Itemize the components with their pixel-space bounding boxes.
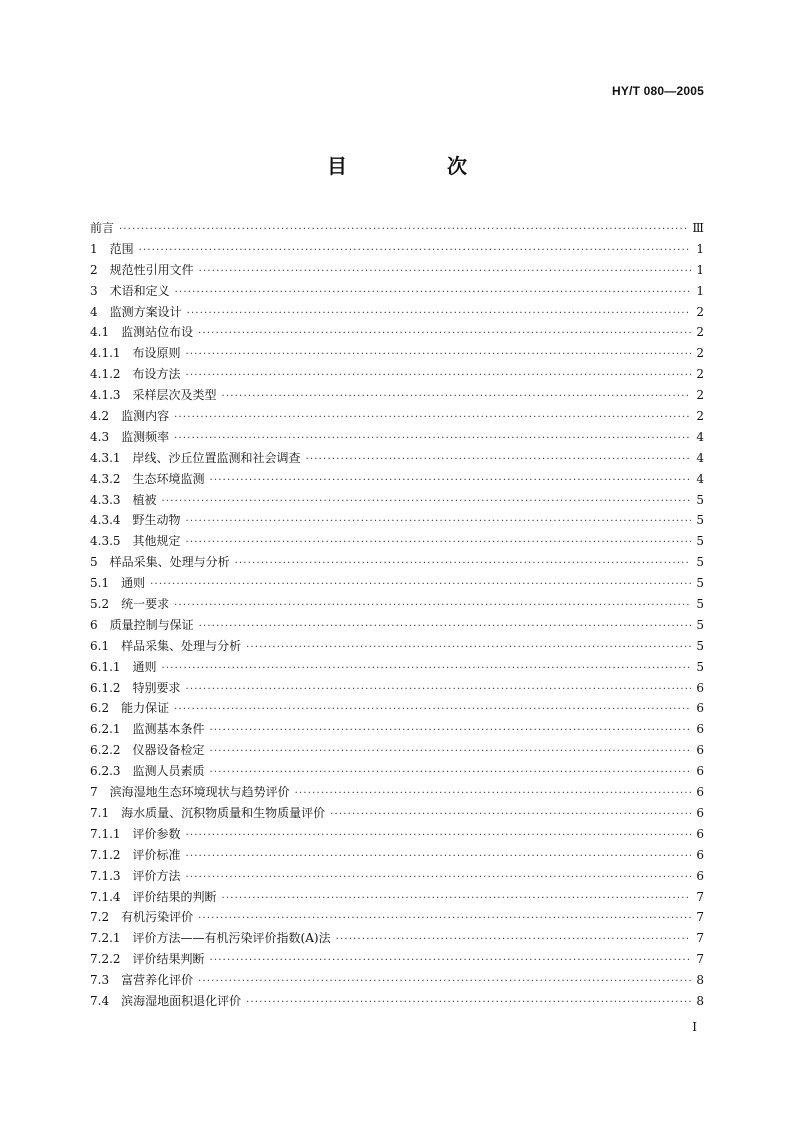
toc-dot-leader: [246, 993, 691, 1014]
toc-dot-leader: [186, 847, 691, 868]
toc-dot-leader: [119, 220, 689, 241]
toc-entry-label: 6.1.1 通则: [90, 659, 157, 674]
toc-entry-page: 4: [696, 471, 704, 486]
toc-entry[interactable]: [90, 991, 704, 1012]
toc-dot-leader: [186, 512, 691, 533]
toc-entry[interactable]: [90, 970, 704, 991]
toc-entry-page: 5: [696, 659, 704, 674]
toc-entry-label: 7.4 滨海湿地面积退化评价: [90, 993, 242, 1008]
toc-entry-page: 5: [696, 513, 704, 528]
toc-dot-leader: [246, 638, 691, 659]
toc-entry-page: 1: [696, 262, 704, 277]
toc-entry-label: 前言: [90, 221, 115, 235]
toc-entry-label: 4 监测方案设计: [90, 304, 182, 319]
toc-entry[interactable]: [90, 719, 704, 740]
toc-entry-page: Ⅲ: [692, 221, 704, 235]
toc-entry-label: 3 术语和定义: [90, 283, 170, 298]
toc-entry[interactable]: [90, 260, 704, 281]
toc-dot-leader: [186, 826, 691, 847]
toc-entry[interactable]: [90, 490, 704, 511]
toc-entry[interactable]: [90, 594, 704, 615]
toc-entry-label: 7 滨海湿地生态环境现状与趋势评价: [90, 785, 290, 800]
toc-entry-label: 4.1.2 布设方法: [90, 367, 181, 382]
toc-entry-label: 6.1.2 特别要求: [90, 680, 181, 695]
toc-dot-leader: [210, 471, 691, 492]
toc-entry-page: 6: [696, 680, 704, 695]
toc-entry[interactable]: [90, 510, 704, 531]
toc-dot-leader: [330, 805, 691, 826]
toc-entry[interactable]: [90, 824, 704, 845]
toc-entry-page: 2: [696, 304, 704, 319]
toc-entry[interactable]: [90, 678, 704, 699]
toc-entry[interactable]: [90, 531, 704, 552]
toc-dot-leader: [210, 721, 691, 742]
toc-dot-leader: [199, 262, 691, 283]
toc-entry[interactable]: [90, 845, 704, 866]
toc-entry-page: 5: [696, 617, 704, 632]
toc-entry-label: 4.3.1 岸线、沙丘位置监测和社会调查: [90, 450, 301, 465]
toc-entry[interactable]: [90, 448, 704, 469]
toc-entry-label: 6.2.2 仪器设备检定: [90, 743, 205, 758]
toc-entry-label: 1 范围: [90, 241, 134, 256]
toc-dot-leader: [222, 387, 691, 408]
toc-entry[interactable]: [90, 302, 704, 323]
toc-entry-page: 6: [696, 826, 704, 841]
toc-entry-label: 4.3 监测频率: [90, 429, 170, 444]
toc-entry-label: 4.2 监测内容: [90, 409, 170, 424]
toc-dot-leader: [139, 241, 691, 262]
toc-dot-leader: [235, 554, 691, 575]
page-title: 目 次: [327, 154, 507, 178]
toc-entry-page: 8: [696, 993, 704, 1008]
toc-entry-label: 7.3 富营养化评价: [90, 973, 194, 988]
toc-dot-leader: [175, 283, 691, 304]
toc-entry-page: 6: [696, 722, 704, 737]
toc-entry[interactable]: [90, 385, 704, 406]
table-of-contents: [90, 218, 704, 1012]
toc-entry-page: 6: [696, 743, 704, 758]
toc-entry-label: 4.1.3 采样层次及类型: [90, 388, 217, 403]
toc-entry-page: 1: [696, 283, 704, 298]
toc-dot-leader: [186, 533, 691, 554]
toc-entry-label: 7.1 海水质量、沉积物质量和生物质量评价: [90, 805, 326, 820]
toc-entry-label: 5 样品采集、处理与分析: [90, 555, 230, 570]
toc-entry-label: 7.2.1 评价方法——有机污染评价指数(A)法: [90, 931, 331, 946]
toc-entry[interactable]: [90, 866, 704, 887]
toc-entry[interactable]: [90, 469, 704, 490]
toc-entry-page: 7: [696, 952, 704, 967]
toc-entry-label: 7.2.2 评价结果判断: [90, 952, 205, 967]
toc-entry[interactable]: [90, 698, 704, 719]
toc-dot-leader: [162, 659, 691, 680]
toc-entry-page: 2: [696, 388, 704, 403]
page-number: I: [692, 1020, 697, 1034]
toc-entry[interactable]: [90, 782, 704, 803]
toc-entry-page: 7: [696, 910, 704, 925]
toc-dot-leader: [222, 889, 691, 910]
toc-entry-label: 6.2.1 监测基本条件: [90, 722, 205, 737]
toc-entry[interactable]: [90, 907, 704, 928]
toc-entry-label: 6.2 能力保证: [90, 701, 170, 716]
toc-entry-page: 6: [696, 847, 704, 862]
toc-dot-leader: [306, 450, 691, 471]
toc-dot-leader: [198, 324, 691, 345]
toc-entry-page: 6: [696, 868, 704, 883]
toc-entry-page: 8: [696, 973, 704, 988]
toc-entry-page: 6: [696, 785, 704, 800]
toc-dot-leader: [199, 617, 691, 638]
toc-entry[interactable]: [90, 573, 704, 594]
toc-entry-label: 7.1.3 评价方法: [90, 868, 181, 883]
toc-entry-page: 6: [696, 701, 704, 716]
toc-dot-leader: [174, 700, 691, 721]
toc-dot-leader: [198, 909, 691, 930]
toc-dot-leader: [210, 951, 691, 972]
toc-dot-leader: [186, 868, 691, 889]
toc-entry-label: 7.1.1 评价参数: [90, 826, 181, 841]
toc-entry-label: 6.2.3 监测人员素质: [90, 764, 205, 779]
toc-entry[interactable]: [90, 364, 704, 385]
toc-dot-leader: [186, 680, 691, 701]
toc-entry[interactable]: [90, 406, 704, 427]
toc-entry-page: 5: [696, 492, 704, 507]
toc-entry[interactable]: [90, 740, 704, 761]
toc-entry-label: 7.1.4 评价结果的判断: [90, 889, 217, 904]
toc-dot-leader: [187, 304, 691, 325]
toc-entry-label: 4.1 监测站位布设: [90, 325, 194, 340]
toc-entry-label: 5.2 统一要求: [90, 597, 170, 612]
toc-dot-leader: [174, 408, 691, 429]
toc-dot-leader: [186, 366, 691, 387]
toc-dot-leader: [336, 930, 691, 951]
toc-entry[interactable]: [90, 803, 704, 824]
toc-entry[interactable]: [90, 887, 704, 908]
toc-entry-page: 5: [696, 597, 704, 612]
toc-entry-label: 5.1 通则: [90, 576, 146, 591]
toc-entry-page: 4: [696, 450, 704, 465]
toc-entry-page: 6: [696, 805, 704, 820]
toc-entry[interactable]: [90, 322, 704, 343]
toc-entry-page: 7: [696, 931, 704, 946]
toc-entry-page: 7: [696, 889, 704, 904]
toc-entry[interactable]: [90, 761, 704, 782]
toc-dot-leader: [174, 429, 691, 450]
toc-entry-page: 5: [696, 555, 704, 570]
toc-entry-page: 2: [696, 367, 704, 382]
standard-code: HY/T 080—2005: [612, 84, 704, 98]
toc-entry[interactable]: [90, 218, 704, 239]
toc-entry-label: 6 质量控制与保证: [90, 617, 194, 632]
toc-entry[interactable]: [90, 928, 704, 949]
toc-entry[interactable]: [90, 281, 704, 302]
toc-dot-leader: [210, 742, 691, 763]
toc-entry-page: 2: [696, 346, 704, 361]
toc-entry-label: 7.2 有机污染评价: [90, 910, 194, 925]
toc-entry-label: 2 规范性引用文件: [90, 262, 194, 277]
toc-entry-label: 4.3.2 生态环境监测: [90, 471, 205, 486]
toc-dot-leader: [186, 345, 691, 366]
toc-entry-page: 1: [696, 241, 704, 256]
toc-entry-page: 4: [696, 429, 704, 444]
toc-entry[interactable]: [90, 239, 704, 260]
toc-entry-page: 2: [696, 325, 704, 340]
toc-entry-page: 5: [696, 638, 704, 653]
toc-dot-leader: [198, 972, 691, 993]
toc-entry[interactable]: [90, 427, 704, 448]
toc-entry-label: 6.1 样品采集、处理与分析: [90, 638, 242, 653]
toc-entry[interactable]: [90, 343, 704, 364]
toc-entry-page: 5: [696, 576, 704, 591]
toc-entry-label: 7.1.2 评价标准: [90, 847, 181, 862]
toc-entry[interactable]: [90, 636, 704, 657]
toc-entry[interactable]: [90, 949, 704, 970]
toc-dot-leader: [150, 575, 691, 596]
toc-dot-leader: [162, 492, 691, 513]
toc-entry[interactable]: [90, 615, 704, 636]
toc-entry-label: 4.3.5 其他规定: [90, 534, 181, 549]
toc-dot-leader: [210, 763, 691, 784]
toc-dot-leader: [295, 784, 691, 805]
toc-entry-page: 2: [696, 409, 704, 424]
toc-entry[interactable]: [90, 657, 704, 678]
toc-entry-page: 6: [696, 764, 704, 779]
toc-entry-label: 4.3.3 植被: [90, 492, 157, 507]
toc-dot-leader: [174, 596, 691, 617]
toc-entry[interactable]: [90, 552, 704, 573]
toc-entry-label: 4.1.1 布设原则: [90, 346, 181, 361]
toc-entry-page: 5: [696, 534, 704, 549]
toc-entry-label: 4.3.4 野生动物: [90, 513, 181, 528]
